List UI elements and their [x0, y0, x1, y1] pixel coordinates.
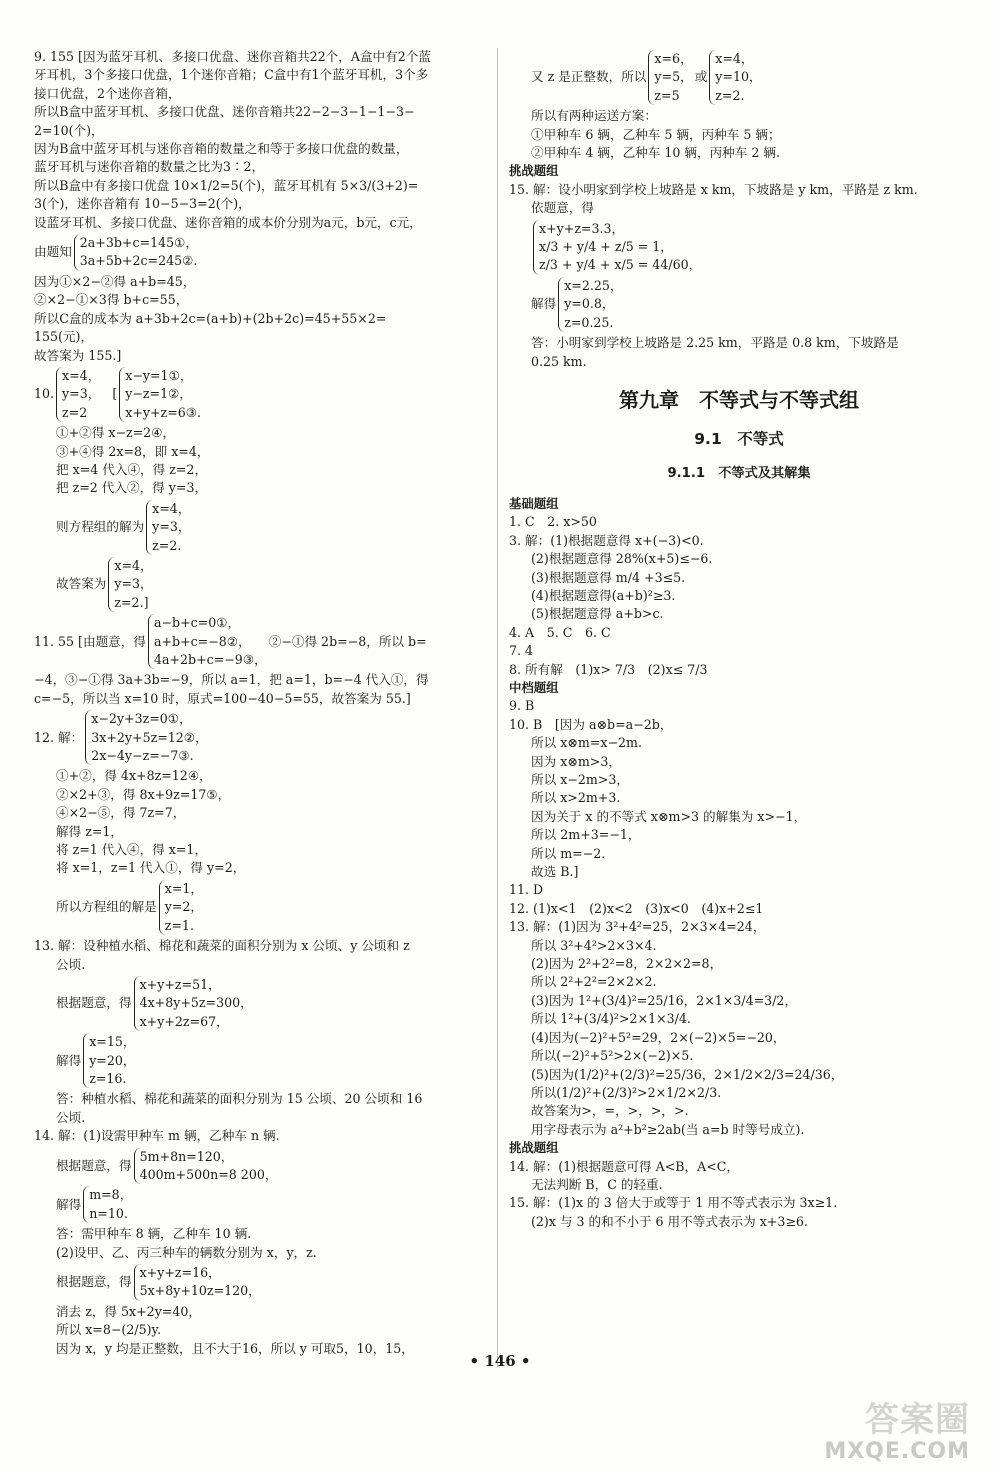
q15-answer: 答：小明家到学校上坡路是 2.25 km，平路是 0.8 km，下坡路是: [531, 335, 899, 351]
answer-line: 所以 1²+(3/4)²>2×1×3/4.: [531, 1011, 691, 1027]
q10-number: 10.: [34, 386, 55, 402]
equation: z=16.: [89, 1070, 127, 1086]
q11-label: 11. 55 [由题意，得: [34, 633, 146, 649]
equation: x=15，: [89, 1034, 136, 1050]
equation: 4x+8y+5z=300，: [139, 995, 253, 1011]
q13-answer: 答：种植水稻、棉花和蔬菜的面积分别为 15 公顷、20 公顷和 16: [56, 1091, 423, 1107]
answer-line: (3)根据题意得 m/4 +3≤5.: [531, 569, 686, 585]
brace: [148, 614, 267, 669]
equation: m=8，: [89, 1187, 133, 1203]
answer-line: 故选 B.]: [531, 864, 579, 880]
q15-system: [509, 220, 969, 275]
q12-step: 将 z=1 代入④，得 x=1，: [56, 842, 208, 858]
or-label: 或: [694, 69, 708, 85]
equation: y=10，: [715, 69, 762, 85]
q10-answer-label: 故答案为: [56, 576, 107, 592]
equation: z=2.: [152, 537, 182, 553]
equation: x=4，: [715, 51, 754, 66]
q10-answer: [34, 557, 489, 612]
section-title: 9.1 不等式: [694, 429, 784, 448]
q12-result-label: 所以方程组的解是: [56, 899, 157, 915]
brace: [119, 367, 201, 422]
brace: [85, 710, 207, 765]
q11-text: ②−①得 2b=−8，所以 b=: [268, 633, 427, 649]
q12-step: 将 x=1，z=1 代入①，得 y=2，: [56, 860, 246, 876]
answer-line: 8. 所有解 (1)x> 7/3 (2)x≤ 7/3: [509, 661, 708, 677]
equation: 400m+500n=8 200，: [139, 1166, 278, 1182]
q14-system-label: 根据题意，得: [56, 1157, 132, 1173]
answer-line: 7. 4: [509, 643, 534, 659]
equation: y=20，: [89, 1052, 136, 1068]
q9-line: 因为①×2−②得 a+b=45，: [34, 273, 196, 289]
brace: [74, 234, 198, 271]
watermark-logo: [824, 1402, 970, 1470]
equation: 2x−4y−z=−7③.: [91, 748, 194, 764]
equation: x=4，: [62, 367, 101, 383]
answer-line: (2)根据题意得 28%(x+5)≤−6.: [531, 551, 713, 567]
answer-line: 14. 解：(1)根据题意可得 A<B，A<C，: [509, 1158, 739, 1174]
brace: [108, 557, 152, 612]
equation: 3a+5b+2c=245②.: [79, 253, 198, 269]
q9-line: 2=10(个)，: [34, 122, 104, 138]
equation: y=5，: [654, 69, 693, 85]
equation: 4a+2b+c=−9③，: [153, 652, 267, 667]
q14-system-2: [34, 1264, 489, 1301]
q12-block: [34, 710, 489, 935]
equation: x+y+z=3.3，: [539, 220, 625, 236]
answer-line: 所以(−2)²+5²>2×(−2)×5.: [531, 1048, 694, 1064]
q11-system: [34, 614, 489, 669]
brace: [709, 50, 761, 105]
equation: x=4，: [114, 557, 153, 573]
q12-step: ①+②，得 4x+8z=12④，: [56, 768, 212, 784]
equation: y−z=1②，: [125, 386, 192, 402]
q9-line: 9. 155 [因为蓝牙耳机、多接口优盘、迷你音箱共22个，A盒中有2个蓝: [34, 49, 431, 64]
q9-system: [34, 234, 489, 271]
q11-block: [34, 614, 489, 708]
q14-line: 答：需甲种车 8 辆，乙种车 10 辆.: [56, 1226, 252, 1242]
q15-line: 15. 解：设小明家到学校上坡路是 x km，下坡路是 y km，平路是 z km.: [509, 181, 918, 197]
answer-line: 所以 3²+4²>2×3×4.: [531, 937, 657, 953]
q12-result: [34, 880, 489, 935]
q14-positive-integer-solutions: [509, 50, 969, 105]
answer-line: 所以 x−2m>3，: [531, 772, 629, 787]
equation: x+y+z=16，: [139, 1265, 221, 1280]
q14-system-label: 根据题意，得: [56, 1274, 132, 1290]
bracket-open: [: [112, 386, 118, 402]
transport-line: ②甲种车 4 辆，乙种车 10 辆，丙种车 2 辆.: [531, 145, 780, 161]
answer-line: 因为 x⊗m>3，: [531, 753, 621, 769]
brace: [83, 1186, 132, 1223]
equation: z/3 + y/4 + x/5 = 44/60，: [539, 257, 702, 273]
q10-step: ①+②得 x−z=2④，: [56, 425, 176, 441]
q13-result: [34, 1033, 489, 1088]
q10-system: [34, 367, 489, 422]
equation: x−2y+3z=0①，: [91, 711, 192, 727]
answer-line: 所以 2²+2²=2×2×2.: [531, 974, 657, 990]
q9-line: 蓝牙耳机与迷你音箱的数量之比为3∶2，: [34, 159, 265, 175]
q14-system-1: [34, 1148, 489, 1185]
left-column: [34, 48, 489, 1358]
answer-line: 因为关于 x 的不等式 x⊗m>3 的解集为 x>−1，: [531, 808, 807, 824]
q13-line: 13. 解：设种植水稻、棉花和蔬菜的面积分别为 x 公顷、y 公顷和 z: [34, 938, 410, 954]
equation: z=1.: [164, 917, 194, 933]
q9-line: 故答案为 155.]: [34, 347, 122, 363]
q13-line: 公顷.: [56, 956, 86, 972]
equation: x+y+z=51，: [139, 976, 221, 992]
equation: x=4，: [152, 500, 191, 516]
answer-line: 15. 解：(1)x 的 3 倍大于或等于 1 用不等式表示为 3x≥1.: [509, 1195, 838, 1211]
answer-line: 所以 m=−2.: [531, 845, 606, 861]
q15-result-label: 解得: [531, 296, 557, 312]
challenge-heading: 挑战题组: [509, 163, 559, 179]
equation: z=2: [62, 404, 88, 420]
answer-line: 用字母表示为 a²+b²≥2ab(当 a=b 时等号成立).: [531, 1121, 805, 1137]
q9-block: [34, 48, 489, 365]
equation: a−b+c=0①，: [153, 615, 241, 631]
q10-step: 把 z=2 代入②，得 y=3，: [56, 480, 208, 496]
q9-line: 所以C盒的成本为 a+3b+2c=(a+b)+(2b+2c)=45+55×2=: [34, 310, 387, 326]
equation: x/3 + y/4 + z/5 = 1，: [539, 239, 673, 255]
equation: 2a+3b+c=145①，: [79, 235, 199, 251]
equation: z=5: [654, 87, 680, 103]
q13-block: [34, 937, 489, 1127]
mid-heading: 中档题组: [509, 679, 559, 695]
basic-heading: 基础题组: [509, 495, 559, 511]
q10-block: [34, 367, 489, 612]
q12-step: ④×2−⑤，得 7z=7，: [56, 805, 186, 821]
equation: y=2，: [164, 899, 204, 915]
watermark-top: 答案圈: [865, 1400, 970, 1440]
q10-result-label: 则方程组的解为: [56, 519, 145, 535]
q9-line: 接口优盘，2个迷你音箱，: [34, 85, 181, 101]
q13-system: [34, 976, 489, 1031]
answer-line: 1. C 2. x>50: [509, 514, 597, 530]
equation: x=2.25，: [564, 277, 623, 293]
equation: x=1，: [164, 880, 204, 896]
q9-line: 牙耳机，3个多接口优盘，1个迷你音箱；C盒中有1个蓝牙耳机，3个多: [34, 67, 429, 83]
solutions-label: 又 z 是正整数，所以: [531, 69, 647, 85]
q9-line: 155(元)，: [34, 329, 94, 345]
q13-answer: 公顷.: [56, 1109, 86, 1125]
answer-line: 11. D: [509, 882, 544, 898]
answer-line: (4)因为(−2)²+5²=29，2×(−2)×5=−20，: [531, 1029, 786, 1045]
equation: x−y=1①，: [125, 367, 193, 383]
q12-system: [34, 710, 489, 765]
q14-line: 所以 x=8−(2/5)y.: [56, 1322, 161, 1338]
brace: [134, 1148, 278, 1185]
q10-step: ③+④得 2x=8，即 x=4，: [56, 443, 210, 459]
q9-system-label: 由题知: [34, 244, 72, 260]
answer-line: (5)因为(1/2)²+(2/3)²=25/36，2×1/2×2/3=24/36，: [531, 1066, 844, 1082]
q15-result: [509, 277, 969, 332]
challenge-heading: 挑战题组: [509, 1140, 559, 1156]
brace: [558, 277, 622, 332]
transport-line: ①甲种车 6 辆，乙种车 5 辆，丙种车 5 辆；: [531, 126, 781, 142]
brace: [648, 50, 692, 105]
q12-step: 解得 z=1，: [56, 823, 123, 839]
equation: 5x+8y+10z=120，: [139, 1283, 261, 1299]
q9-line: 因为B盒中蓝牙耳机与迷你音箱的数量之和等于多接口优盘的数量，: [34, 141, 409, 157]
q12-label: 12. 解：: [34, 729, 84, 745]
answer-line: 所以 2m+3=−1，: [531, 827, 641, 843]
q10-result: [34, 500, 489, 555]
answer-line: (5)根据题意得 a+b>c.: [531, 606, 664, 622]
answer-line: 3. 解：(1)根据题意得 x+(−3)<0.: [509, 532, 704, 548]
equation: n=10.: [89, 1205, 128, 1221]
equation: y=3，: [62, 386, 101, 402]
answer-line: 所以(1/2)²+(2/3)²>2×1/2×2/3.: [531, 1084, 722, 1100]
q14-result-label: 解得: [56, 1196, 82, 1212]
q13-result-label: 解得: [56, 1052, 82, 1068]
answer-line: 9. B: [509, 698, 535, 714]
answer-line: 10. B [因为 a⊗b=a−2b，: [509, 716, 673, 732]
q14-line: 因为 x，y 均是正整数，且不大于16，所以 y 可取5，10，15，: [56, 1340, 414, 1356]
equation: y=3，: [114, 576, 153, 592]
equation: x+y+2z=67，: [139, 1013, 229, 1029]
brace: [134, 976, 253, 1031]
q14-block: [34, 1127, 489, 1358]
q12-step: ②×2+③，得 8x+9z=17⑤，: [56, 786, 231, 802]
q10-step: 把 x=4 代入④，得 z=2，: [56, 461, 208, 477]
brace: [159, 880, 203, 935]
right-column: [509, 48, 969, 1231]
equation: z=2.]: [114, 594, 149, 610]
answer-line: 12. (1)x<1 (2)x<2 (3)x<0 (4)x+2≤1: [509, 900, 764, 916]
q11-line: c=−5，所以当 x=10 时，原式=100−40−5=55，故答案为 55.]: [34, 690, 411, 706]
answer-line: (2)因为 2²+2²=8，2×2×2=8，: [531, 956, 723, 972]
brace: [533, 220, 701, 275]
equation: z=0.25.: [564, 314, 614, 330]
equation: z=2.: [715, 87, 745, 103]
equation: y=0.8，: [564, 296, 615, 312]
equation: x=6，: [654, 51, 693, 66]
q11-line: −4，③−①得 3a+3b=−9，所以 a=1，把 a=1，b=−4 代入①，得: [34, 672, 429, 688]
q14-line: 14. 解：(1)设需甲种车 m 辆，乙种车 n 辆.: [34, 1128, 280, 1144]
q15-answer: 0.25 km.: [531, 353, 587, 369]
brace: [56, 367, 100, 422]
q9-line: 所以B盒中有多接口优盘 10×1/2=5(个)，蓝牙耳机有 5×3/(3+2)=: [34, 177, 419, 193]
answer-line: (2)x 与 3 的和不小于 6 用不等式表示为 x+3≥6.: [531, 1213, 808, 1229]
q14-line: (2)设甲、乙、丙三种车的辆数分别为 x，y，z.: [56, 1244, 317, 1260]
watermark-bottom: MXQE.COM: [824, 1439, 970, 1464]
transport-line: 所以有两种运送方案：: [531, 108, 657, 124]
answer-line: 4. A 5. C 6. C: [509, 624, 611, 640]
equation: y=3，: [152, 519, 191, 535]
q15-line: 依题意，得: [531, 200, 594, 216]
brace: [83, 1033, 135, 1088]
brace: [134, 1264, 261, 1301]
answer-line: 故答案为>，=，>，>，>.: [531, 1103, 689, 1119]
q14-line: 消去 z，得 5x+2y=40，: [56, 1303, 201, 1319]
answer-line: 无法判断 B，C 的轻重.: [531, 1176, 663, 1192]
answer-line: 13. 解：(1)因为 3²+4²=25，2×3×4=24，: [509, 919, 766, 935]
q14-result-1: [34, 1186, 489, 1223]
answer-line: (3)因为 1²+(3/4)²=25/16，2×1×3/4=3/2，: [531, 992, 798, 1008]
equation: x+y+z=6③.: [125, 404, 202, 420]
q9-line: 设蓝牙耳机、多接口优盘、迷你音箱的成本价分别为a元，b元，c元，: [34, 214, 422, 230]
column-divider: [497, 48, 498, 1368]
subsection-title: 9.1.1 不等式及其解集: [667, 465, 811, 481]
answer-line: 所以 x⊗m=x−2m.: [531, 735, 642, 751]
brace: [146, 500, 190, 555]
equation: 3x+2y+5z=12②，: [91, 729, 208, 745]
q9-line: 3(个)，迷你音箱有 10−5−3=2(个)，: [34, 196, 251, 212]
q9-line: ②×2−①×3得 b+c=55，: [34, 292, 189, 308]
q13-system-label: 根据题意，得: [56, 995, 132, 1011]
answer-line: (4)根据题意得(a+b)²≥3.: [531, 587, 676, 603]
q9-line: 所以B盒中蓝牙耳机、多接口优盘、迷你音箱共22−2−3−1−1−3−: [34, 104, 415, 120]
chapter-title: 第九章 不等式与不等式组: [619, 387, 859, 412]
answer-line: 所以 x>2m+3.: [531, 790, 621, 806]
equation: 5m+8n=120，: [139, 1148, 234, 1164]
page-number: • 146 •: [469, 1352, 531, 1370]
equation: a+b+c=−8②，: [153, 633, 251, 649]
